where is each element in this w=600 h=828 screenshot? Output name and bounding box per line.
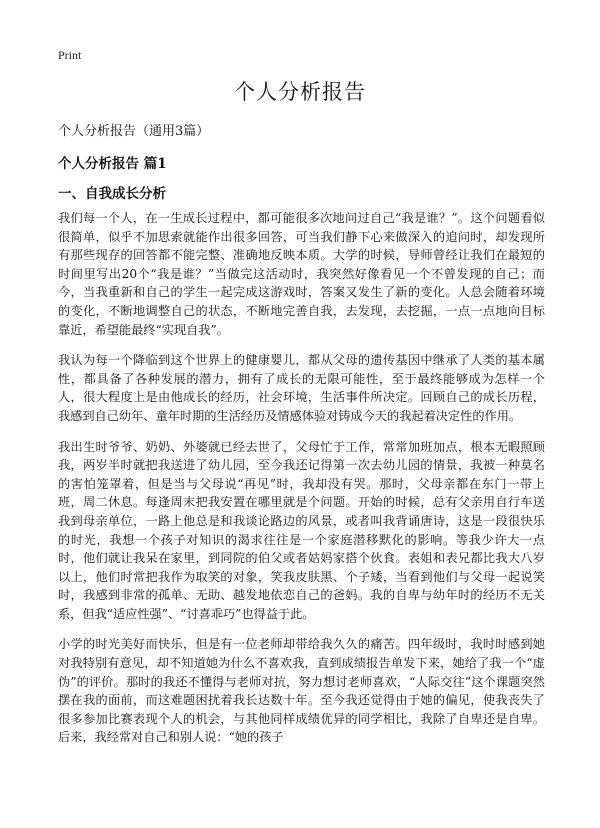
paragraph-1: 我们每一个人，在一生成长过程中，都可能很多次地问过自己“我是谁？”。这个问题看似很简单，似乎不加思索就能作出很多回答，可当我们静下心来做深入的追问时，却发现所有那些现存的回答都不能完整、准确地反映本质。大学的时候，导师曾经让我们在最短的时间里写出20个“我是谁？”当做完这活动时，我突然好像看见一个不曾发现的自己；而今，当我重新和自己的学生一起完成这游戏时，答案又发生了新的变化。人总会随着环境的变化，不断地调整自己的状态，不断地完善自我，去发现，去挖掘，一点一点地向目标靠近，希望能最终“实现自我”。	[58, 211, 545, 337]
document-body	[58, 209, 545, 759]
paragraph-4: 小学的时光美好而快乐，但是有一位老师却带给我久久的痛苦。四年级时，我时时感到她对我特别有意见，却不知道她为什么不喜欢我，直到成绩报告单发下来，她给了我一个“虚伪”的评价。那时的我还不懂得与老师对抗，努力想讨老师喜欢，“人际交往”这个课题突然摆在我的面前，而这难题困扰着我长达数十年。至今我还觉得由于她的偏见，使我丧失了很多参加比赛表现个人的机会，与其他同样成绩优异的同学相比，我除了自卑还是自卑。后来，我经常对自己和别人说：“她的孩子	[58, 637, 545, 745]
sub-heading: 一、自我成长分析	[58, 186, 166, 202]
document-title: 个人分析报告	[234, 80, 366, 104]
print-label[interactable]: Print	[58, 48, 82, 62]
paragraph-3: 我出生时爷爷、奶奶、外婆就已经去世了，父母忙于工作，常常加班加点，根本无暇照顾我，两岁半时就把我送进了幼儿园，至今我还记得第一次去幼儿园的情景，我被一种莫名的害怕笼罩着，但是当与父母说“再见”时，我却没有哭。那时，父母亲都在东门一带上班，周二休息。每逢周末把我安置在哪里就是个问题。开始的时候，总有父亲用自行车送我到母亲单位，一路上他总是和我谈论路边的风景，或者叫我背诵唐诗，这是一段很快乐的时光，我想一个孩子对知识的渴求往往是一个家庭潜移默化的影响。等我少许大一点时，他们就让我呆在家里，到同院的伯父或者姑妈家搭个伙食。表姐和表兄都比我大八岁以上，他们时常把我作为取笑的对象，笑我皮肤黑、个子矮，当看到他们与父母一起说笑时，我感到非常的孤单、无助、越发地依恋自己的爸妈。我的自卑与幼年时的经历不无关系，但我“适应性强”、“讨喜乖巧”也得益于此。	[58, 439, 545, 621]
document-subtitle: 个人分析报告（通用3篇）	[58, 124, 210, 139]
section-heading: 个人分析报告 篇1	[58, 156, 167, 172]
paragraph-2: 我认为每一个降临到这个世界上的健康婴儿，都从父母的遗传基因中继承了人类的基本属性，都具备了各种发展的潜力，拥有了成长的无限可能性，至于最终能够成为怎样一个人，很大程度上是由他成长的经历，社会环境，生活事件所决定。回顾自己的成长历程，我感到自己幼年、童年时期的生活经历及情感体验对铸成今天的我起着决定性的作用。	[58, 353, 545, 423]
